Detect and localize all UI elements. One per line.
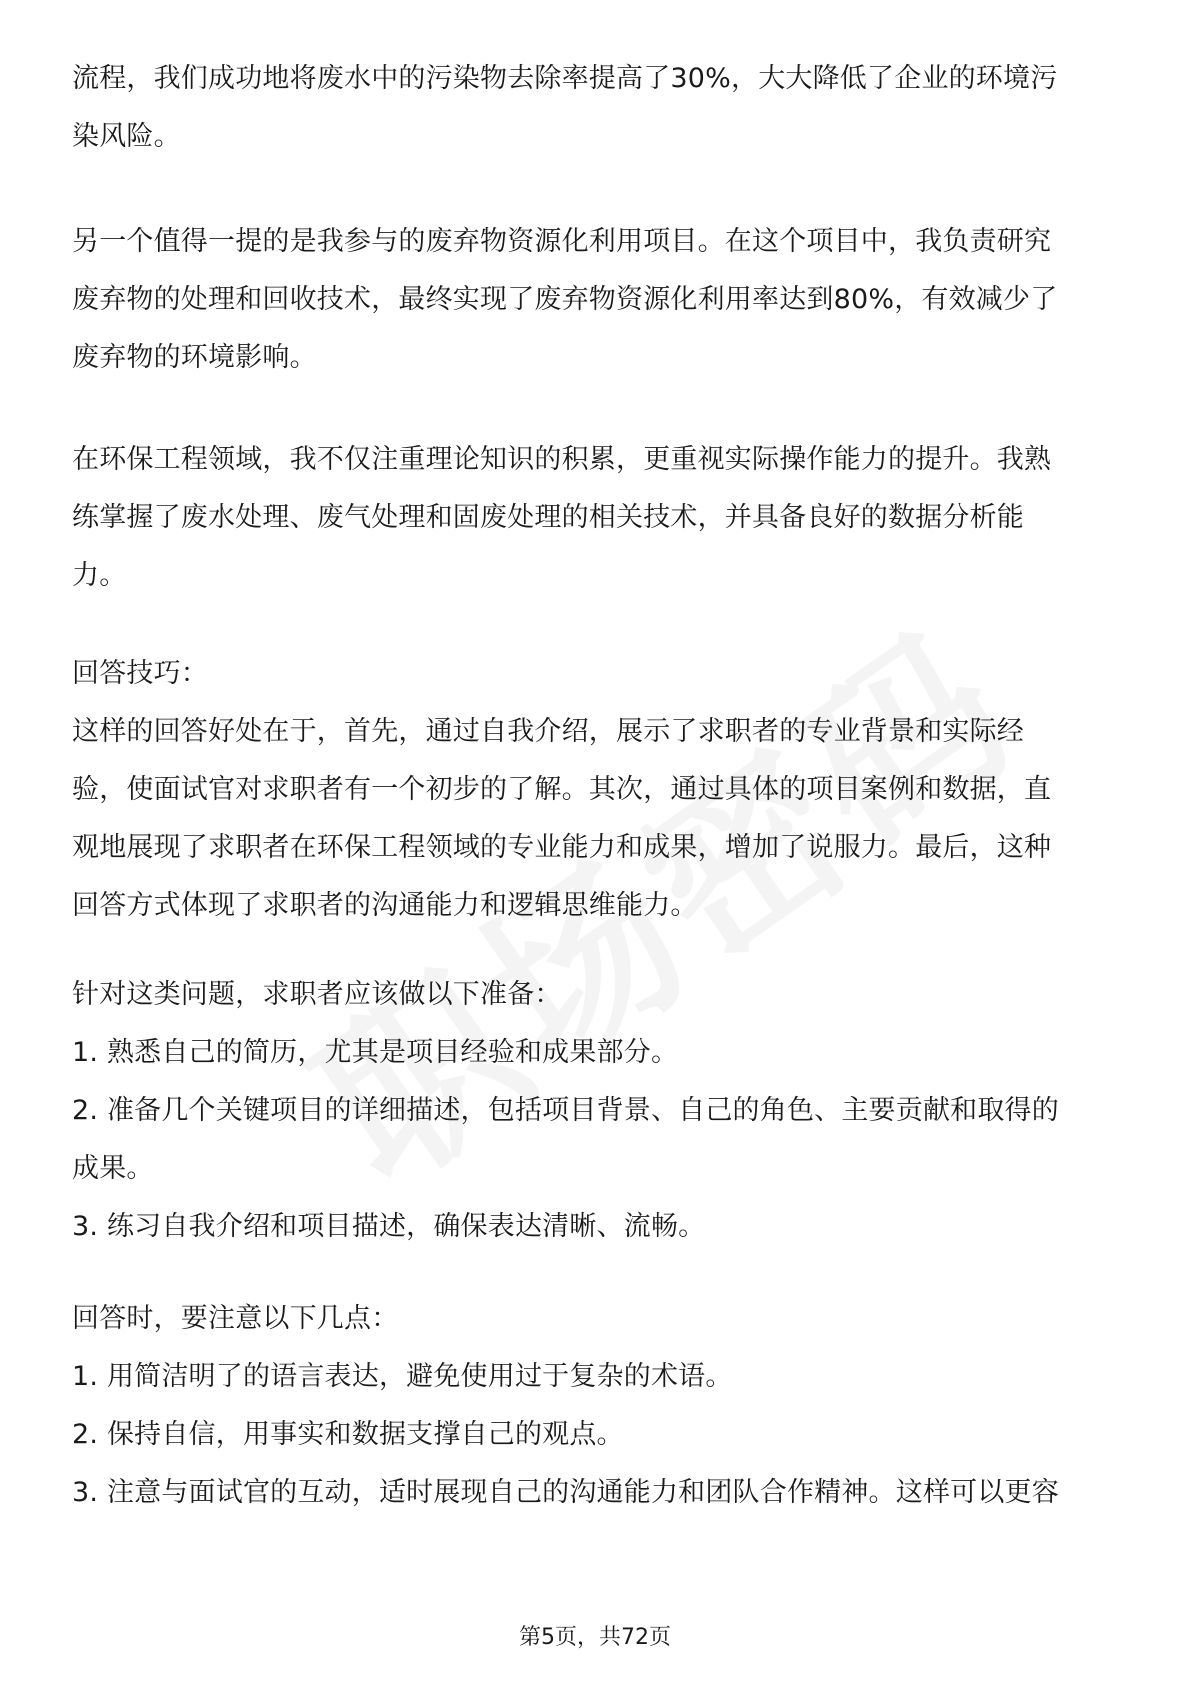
text-line: 力。 <box>72 560 127 591</box>
list-item: 2. 保持自信，用事实和数据支撑自己的观点。 <box>72 1419 624 1450</box>
section-heading: 回答技巧： <box>72 658 208 689</box>
page-footer <box>0 1620 1190 1651</box>
paragraph-waste-resource-project <box>72 213 1122 387</box>
text-line: 另一个值得一提的是我参与的废弃物资源化利用项目。在这个项目中，我负责研究 <box>72 226 1052 257</box>
text-line: 这样的回答好处在于，首先，通过自我介绍，展示了求职者的专业背景和实际经 <box>72 716 1024 747</box>
text-line: 观地展现了求职者在环保工程领域的专业能力和成果，增加了说服力。最后，这种 <box>72 832 1052 863</box>
text-line: 在环保工程领域，我不仅注重理论知识的积累，更重视实际操作能力的提升。我熟 <box>72 444 1052 475</box>
text-line: 流程，我们成功地将废水中的污染物去除率提高了30%，大大降低了企业的环境污 <box>72 63 1058 94</box>
section-heading: 针对这类问题，求职者应该做以下准备： <box>72 979 562 1010</box>
section-answer-tips <box>72 645 1122 935</box>
section-answer-notes <box>72 1290 1122 1522</box>
list-item: 1. 用简洁明了的语言表达，避免使用过于复杂的术语。 <box>72 1361 733 1392</box>
paragraph-wastewater-result <box>72 50 1122 166</box>
list-item-continuation: 成果。 <box>72 1153 154 1184</box>
list-item: 3. 练习自我介绍和项目描述，确保表达清晰、流畅。 <box>72 1211 706 1242</box>
text-line: 练掌握了废水处理、废气处理和固废处理的相关技术，并具备良好的数据分析能 <box>72 502 1024 533</box>
text-line: 回答方式体现了求职者的沟通能力和逻辑思维能力。 <box>72 890 698 921</box>
section-heading: 回答时，要注意以下几点： <box>72 1303 399 1334</box>
text-line: 验，使面试官对求职者有一个初步的了解。其次，通过具体的项目案例和数据，直 <box>72 774 1052 805</box>
paragraph-skills <box>72 431 1122 605</box>
page-number: 第5页，共72页 <box>519 1625 671 1650</box>
list-item: 3. 注意与面试官的互动，适时展现自己的沟通能力和团队合作精神。这样可以更容 <box>72 1477 1059 1508</box>
text-line: 废弃物的处理和回收技术，最终实现了废弃物资源化利用率达到80%，有效减少了 <box>72 284 1058 315</box>
list-item: 2. 准备几个关键项目的详细描述，包括项目背景、自己的角色、主要贡献和取得的 <box>72 1095 1059 1126</box>
text-line: 染风险。 <box>72 121 181 152</box>
text-line: 废弃物的环境影响。 <box>72 342 317 373</box>
list-item: 1. 熟悉自己的简历，尤其是项目经验和成果部分。 <box>72 1037 679 1068</box>
section-preparation <box>72 966 1122 1256</box>
